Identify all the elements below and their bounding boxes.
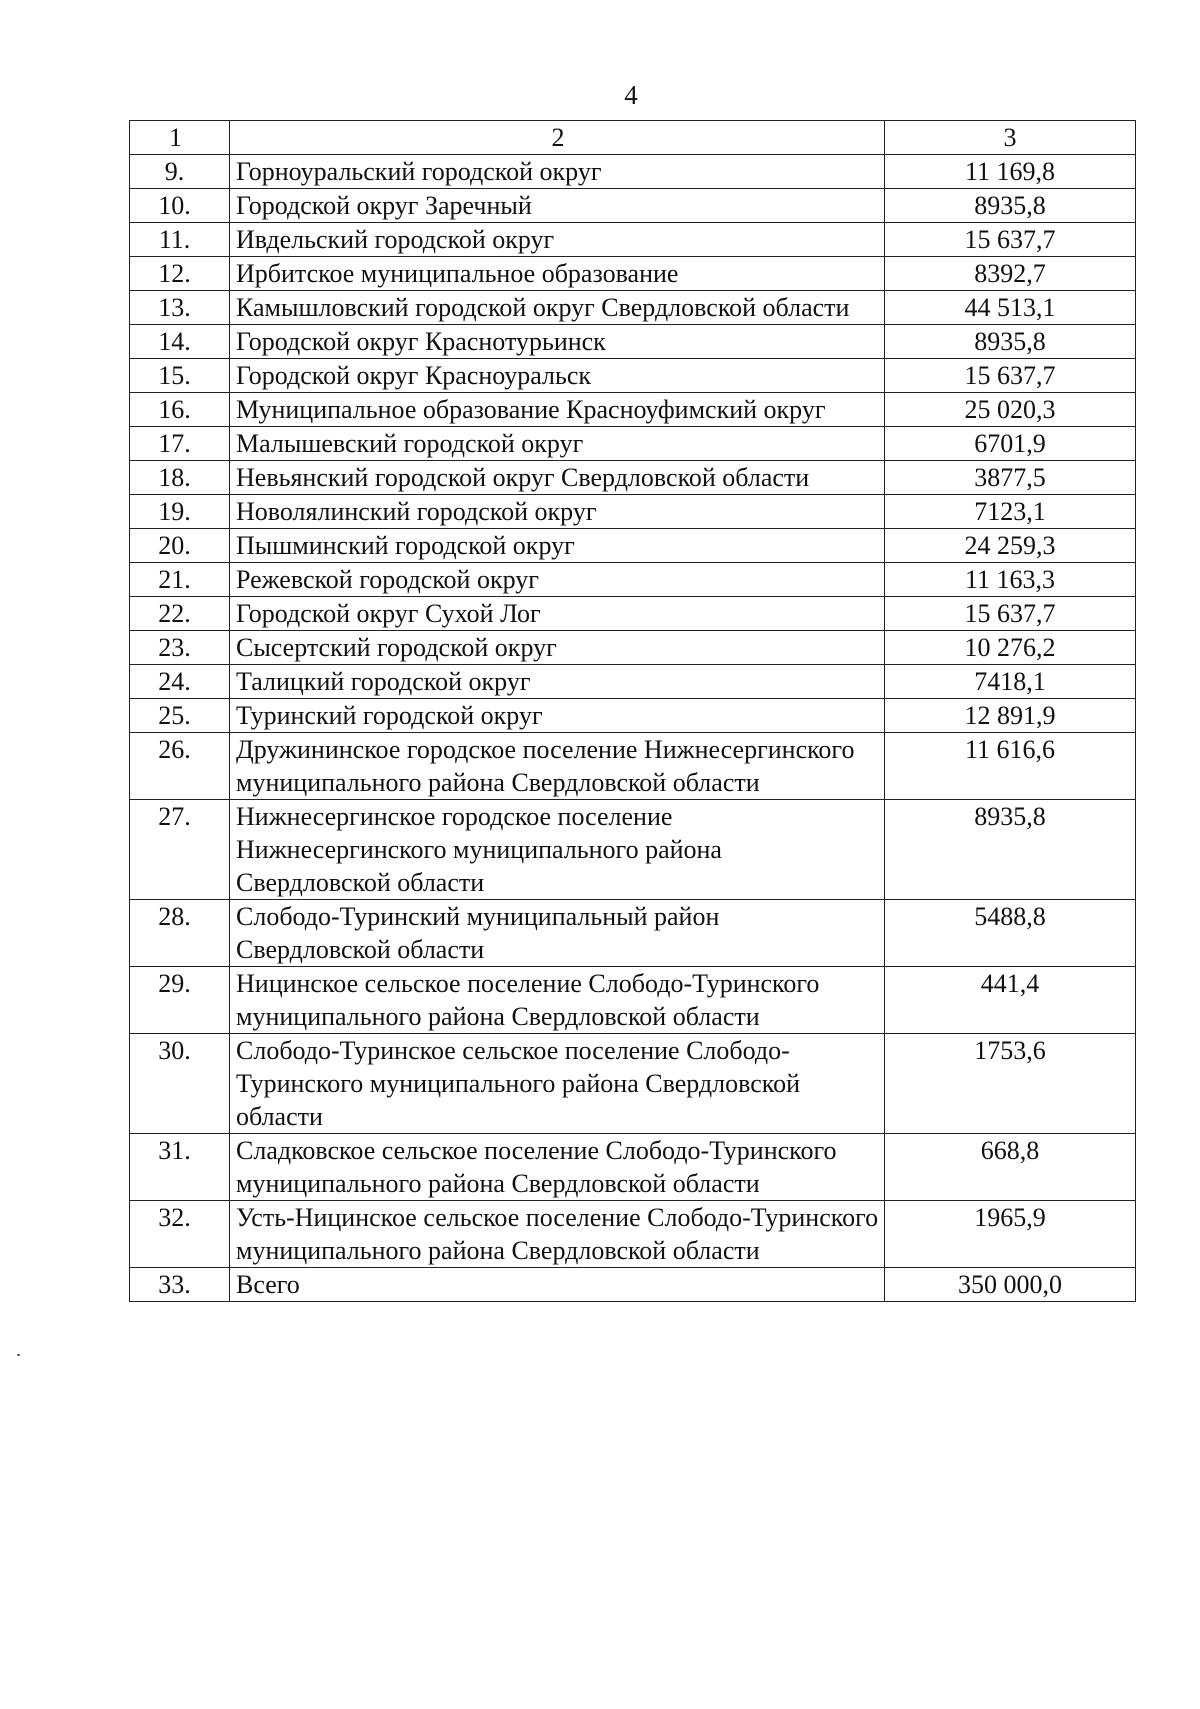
table-row: [130, 393, 1136, 427]
row-number-cell: 29.: [130, 967, 230, 1034]
row-name-cell: Невьянский городской округ Свердловской области: [230, 461, 885, 495]
row-amount-cell: 8392,7: [885, 257, 1136, 291]
row-amount-cell: 441,4: [885, 967, 1136, 1034]
row-amount-cell: 668,8: [885, 1134, 1136, 1201]
row-number-cell: 21.: [130, 563, 230, 597]
table-header-row: [130, 121, 1136, 155]
table-row: [130, 325, 1136, 359]
row-number-cell: 18.: [130, 461, 230, 495]
table-row: [130, 529, 1136, 563]
table-total-row: [130, 1268, 1136, 1302]
row-amount-cell: 12 891,9: [885, 699, 1136, 733]
row-amount-cell: 8935,8: [885, 325, 1136, 359]
column-header-number: 1: [130, 121, 230, 155]
table-row: [130, 461, 1136, 495]
row-amount-cell: 350 000,0: [885, 1268, 1136, 1302]
row-amount-cell: 11 163,3: [885, 563, 1136, 597]
row-amount-cell: 10 276,2: [885, 631, 1136, 665]
row-name-cell: Ирбитское муниципальное образование: [230, 257, 885, 291]
table-row: [130, 1134, 1136, 1201]
row-number-cell: 16.: [130, 393, 230, 427]
row-number-cell: 31.: [130, 1134, 230, 1201]
row-name-cell: Ницинское сельское поселение Слободо-Туринского муниципального района Свердловской области: [230, 967, 885, 1034]
row-name-cell: Режевской городской округ: [230, 563, 885, 597]
allocation-table: [129, 120, 1136, 1302]
row-number-cell: 17.: [130, 427, 230, 461]
row-amount-cell: 6701,9: [885, 427, 1136, 461]
row-number-cell: 33.: [130, 1268, 230, 1302]
row-number-cell: 28.: [130, 900, 230, 967]
table-row: [130, 631, 1136, 665]
row-number-cell: 14.: [130, 325, 230, 359]
row-number-cell: 25.: [130, 699, 230, 733]
row-amount-cell: 25 020,3: [885, 393, 1136, 427]
row-amount-cell: 8935,8: [885, 800, 1136, 900]
row-name-cell: Усть-Ницинское сельское поселение Слободо-Туринского муниципального района Свердловской области: [230, 1201, 885, 1268]
row-amount-cell: 1753,6: [885, 1034, 1136, 1134]
row-name-cell: Новолялинский городской округ: [230, 495, 885, 529]
row-number-cell: 20.: [130, 529, 230, 563]
row-amount-cell: 11 616,6: [885, 733, 1136, 800]
row-name-cell: Горноуральский городской округ: [230, 155, 885, 189]
row-name-cell: Городской округ Краснотурьинск: [230, 325, 885, 359]
row-amount-cell: 7418,1: [885, 665, 1136, 699]
row-name-cell: Сысертский городской округ: [230, 631, 885, 665]
row-number-cell: 13.: [130, 291, 230, 325]
row-amount-cell: 24 259,3: [885, 529, 1136, 563]
row-name-cell: Нижнесергинское городское поселение Нижнесергинского муниципального района Свердловской области: [230, 800, 885, 900]
row-number-cell: 12.: [130, 257, 230, 291]
row-number-cell: 19.: [130, 495, 230, 529]
row-amount-cell: 8935,8: [885, 189, 1136, 223]
row-name-cell: Слободо-Туринский муниципальный район Свердловской области: [230, 900, 885, 967]
row-number-cell: 9.: [130, 155, 230, 189]
row-number-cell: 32.: [130, 1201, 230, 1268]
row-name-cell: Слободо-Туринское сельское поселение Слободо-Туринского муниципального района Свердловской области: [230, 1034, 885, 1134]
row-number-cell: 22.: [130, 597, 230, 631]
row-amount-cell: 1965,9: [885, 1201, 1136, 1268]
table-row: [130, 967, 1136, 1034]
table-row: [130, 291, 1136, 325]
table-row: [130, 257, 1136, 291]
table-row: [130, 359, 1136, 393]
scan-speck: [17, 1354, 20, 1356]
table-row: [130, 1034, 1136, 1134]
row-amount-cell: 44 513,1: [885, 291, 1136, 325]
row-number-cell: 23.: [130, 631, 230, 665]
page-number: 4: [624, 80, 638, 110]
table-row: [130, 800, 1136, 900]
row-number-cell: 15.: [130, 359, 230, 393]
row-name-cell: Городской округ Сухой Лог: [230, 597, 885, 631]
row-name-cell: Талицкий городской округ: [230, 665, 885, 699]
row-amount-cell: 15 637,7: [885, 223, 1136, 257]
table-row: [130, 427, 1136, 461]
row-amount-cell: 15 637,7: [885, 597, 1136, 631]
row-amount-cell: 3877,5: [885, 461, 1136, 495]
table-row: [130, 189, 1136, 223]
table-row: [130, 665, 1136, 699]
row-number-cell: 26.: [130, 733, 230, 800]
row-name-cell: Всего: [230, 1268, 885, 1302]
table-row: [130, 495, 1136, 529]
column-header-name: 2: [230, 121, 885, 155]
table-row: [130, 900, 1136, 967]
row-name-cell: Городской округ Красноуральск: [230, 359, 885, 393]
table-row: [130, 733, 1136, 800]
row-name-cell: Дружининское городское поселение Нижнесергинского муниципального района Свердловской области: [230, 733, 885, 800]
row-number-cell: 11.: [130, 223, 230, 257]
row-number-cell: 27.: [130, 800, 230, 900]
row-number-cell: 24.: [130, 665, 230, 699]
row-name-cell: Сладковское сельское поселение Слободо-Туринского муниципального района Свердловской области: [230, 1134, 885, 1201]
row-name-cell: Пышминский городской округ: [230, 529, 885, 563]
table-row: [130, 155, 1136, 189]
row-name-cell: Малышевский городской округ: [230, 427, 885, 461]
row-amount-cell: 15 637,7: [885, 359, 1136, 393]
row-name-cell: Муниципальное образование Красноуфимский округ: [230, 393, 885, 427]
column-header-amount: 3: [885, 121, 1136, 155]
row-amount-cell: 5488,8: [885, 900, 1136, 967]
table-row: [130, 1201, 1136, 1268]
row-amount-cell: 7123,1: [885, 495, 1136, 529]
row-amount-cell: 11 169,8: [885, 155, 1136, 189]
row-name-cell: Городской округ Заречный: [230, 189, 885, 223]
row-name-cell: Ивдельский городской округ: [230, 223, 885, 257]
table-row: [130, 223, 1136, 257]
table-row: [130, 699, 1136, 733]
row-number-cell: 30.: [130, 1034, 230, 1134]
row-name-cell: Камышловский городской округ Свердловской области: [230, 291, 885, 325]
table-row: [130, 597, 1136, 631]
row-name-cell: Туринский городской округ: [230, 699, 885, 733]
row-number-cell: 10.: [130, 189, 230, 223]
table-row: [130, 563, 1136, 597]
